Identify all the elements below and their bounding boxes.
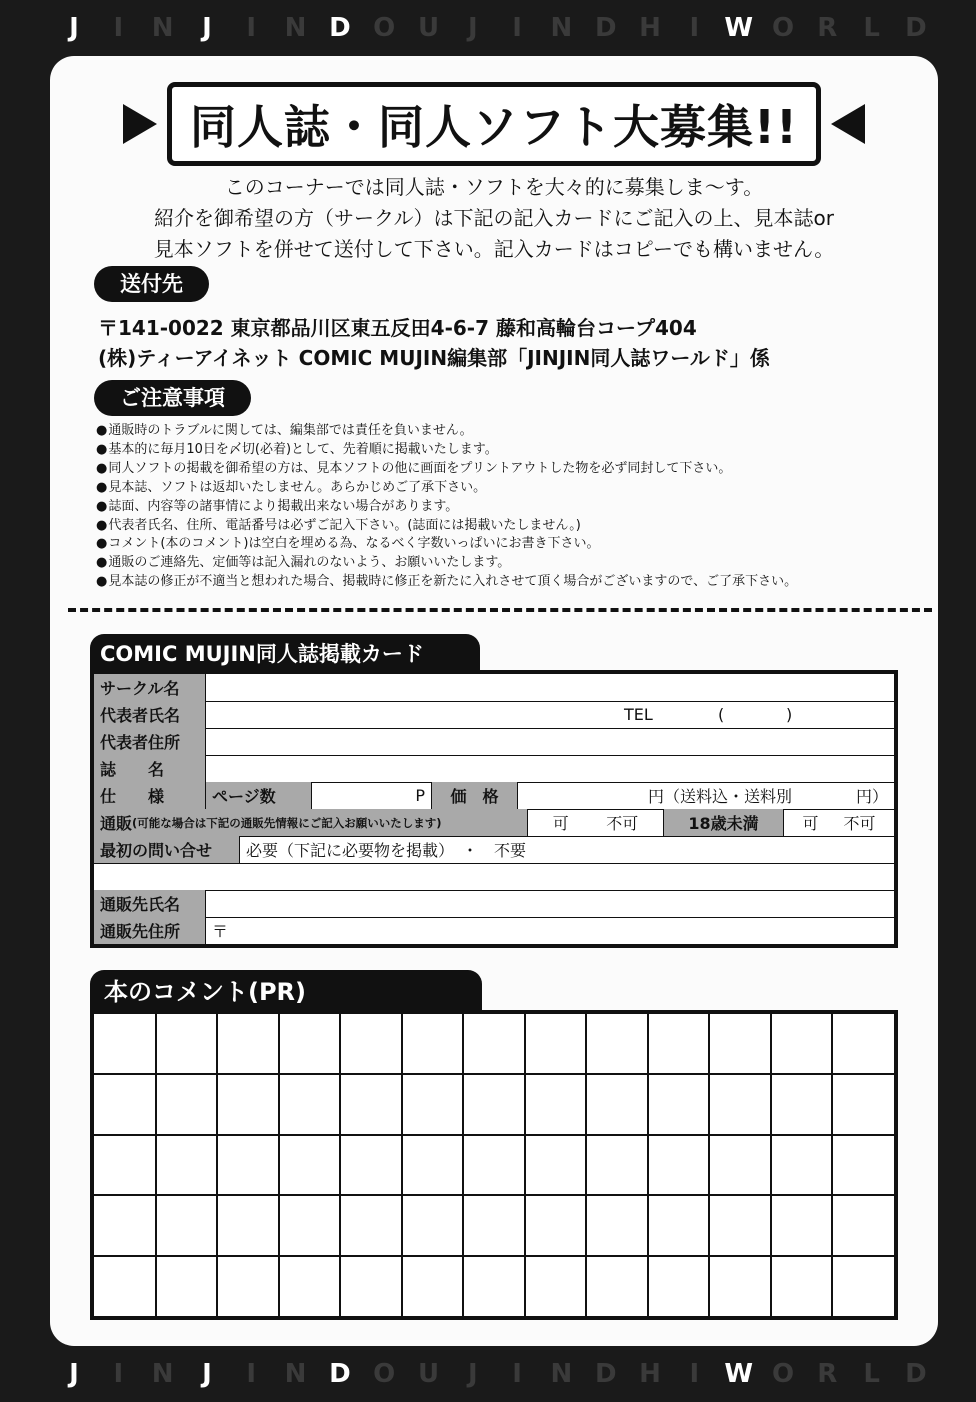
strip-letter: O (373, 1359, 396, 1389)
price-label: 価 格 (432, 782, 518, 809)
page-title: 同人誌・同人ソフト大募集!! (167, 82, 821, 166)
arrow-right-icon (123, 104, 157, 144)
mail-address-label: 通販先住所 (94, 917, 206, 944)
pages-unit: P (415, 786, 425, 805)
strip-letter: O (771, 13, 795, 43)
tel-paren-close: ) (786, 705, 793, 724)
pages-field[interactable] (312, 782, 432, 809)
strip-letter: D (905, 1359, 927, 1389)
strip-letter: D (329, 1359, 351, 1389)
first-contact-options[interactable]: 必要（下記に必要物を掲載） ・ 不要 (246, 841, 527, 860)
strip-letter: I (512, 1359, 522, 1389)
strip-letter: R (817, 1359, 838, 1389)
mail-order-choice[interactable] (528, 809, 664, 836)
strip-letter: I (512, 13, 522, 43)
address-line-1: 〒141-0022 東京都品川区東五反田4-6-7 藤和高輪台コープ404 (98, 316, 697, 340)
under18-not-possible[interactable]: 不可 (843, 814, 876, 833)
intro-line: 見本ソフトを併せて送付して下さい。記入カードはコピーでも構いません。 (153, 237, 835, 261)
rep-address-label: 代表者住所 (94, 728, 206, 755)
row-circle-name (94, 674, 894, 702)
row-book-name (94, 755, 894, 783)
row-first-contact (94, 836, 894, 864)
book-name-label: 誌 名 (94, 755, 206, 782)
first-contact-label: 最初の問い合せ (94, 836, 240, 863)
comment-grid[interactable] (90, 1010, 898, 1320)
strip-letter: N (284, 13, 307, 43)
strip-letter: J (467, 13, 478, 43)
strip-letter: U (417, 1359, 440, 1389)
note-item: ● 同人ソフトの掲載を御希望の方は、見本ソフトの他に画面をプリントアウトした物を必ず同封して下さい。 (96, 460, 916, 479)
under18-label: 18歳未満 (664, 809, 784, 836)
rep-name-label: 代表者氏名 (94, 701, 206, 728)
strip-letter: I (113, 1359, 124, 1389)
strip-letter: N (550, 1359, 573, 1389)
note-item: ● 誌面、内容等の諸事情により掲載出来ない場合があります。 (96, 498, 916, 517)
book-name-field[interactable] (206, 755, 894, 782)
strip-letter: J (69, 13, 79, 43)
note-item: ● コメント(本のコメント)は空白を埋める為、なるべく字数いっぱいにお書き下さい。 (96, 535, 916, 554)
intro-text (70, 172, 918, 265)
strip-letter: J (467, 1359, 478, 1389)
strip-letter: W (724, 1359, 754, 1389)
under18-choice[interactable] (784, 809, 894, 836)
tel-label: TEL (624, 705, 653, 724)
row-mail-order (94, 809, 894, 837)
strip-letter: I (689, 13, 700, 43)
strip-letter: H (639, 1359, 661, 1389)
strip-letter: I (689, 1359, 700, 1389)
strip-letter: I (113, 13, 124, 43)
row-mail-address (94, 917, 894, 944)
title-row (100, 86, 888, 162)
rep-address-field[interactable] (206, 728, 894, 755)
comment-tab: 本のコメント(PR) (90, 970, 482, 1014)
strip-letter: O (373, 13, 396, 43)
strip-letter: D (905, 13, 927, 43)
strip-letter: D (594, 13, 617, 43)
header-letter-strip (0, 0, 976, 56)
mail-order-note: (可能な場合は下記の通販先情報にご記入お願いいたします) (132, 815, 442, 830)
strip-letter: N (151, 13, 174, 43)
spec-label: 仕 様 (94, 782, 206, 809)
strip-letter: J (69, 1359, 79, 1389)
listing-card-form (90, 670, 898, 948)
comment-grid-lines (94, 1014, 894, 1316)
mail-order-title: 通販 (100, 814, 133, 833)
strip-letter: D (594, 1359, 617, 1389)
strip-letter: R (817, 13, 838, 43)
note-item: ● 見本誌の修正が不適当と想われた場合、掲載時に修正を新たに入れさせて頂く場合がございますので、ご了承下さい。 (96, 573, 916, 592)
strip-letter: D (329, 13, 351, 43)
note-item: ● 通販時のトラブルに関しては、編集部では責任を負いません。 (96, 422, 916, 441)
mail-name-label: 通販先氏名 (94, 890, 206, 917)
notes-label: ご注意事項 (94, 380, 251, 416)
strip-letter: N (550, 13, 573, 43)
cut-line (68, 608, 932, 612)
postal-mark: 〒 (212, 922, 229, 941)
strip-letter: L (863, 13, 880, 43)
address-line-2: (株)ティーアイネット COMIC MUJIN編集部「JINJIN同人誌ワールド」係 (98, 346, 770, 370)
circle-name-field[interactable] (206, 674, 894, 701)
price-field[interactable] (518, 782, 894, 809)
row-blank (94, 863, 894, 891)
strip-letter: W (724, 13, 754, 43)
strip-letter: J (202, 1359, 212, 1389)
intro-line: このコーナーでは同人誌・ソフトを大々的に募集しま〜す。 (224, 175, 764, 199)
send-to-label: 送付先 (94, 266, 209, 302)
mail-address-field[interactable] (206, 917, 894, 944)
intro-line: 紹介を御希望の方（サークル）は下記の記入カードにご記入の上、見本誌or (154, 206, 834, 230)
mail-order-not-possible[interactable]: 不可 (606, 814, 639, 833)
price-text: 円（送料込・送料別 円） (647, 787, 888, 806)
strip-letter: N (151, 1359, 174, 1389)
strip-letter: N (284, 1359, 307, 1389)
pages-label: ページ数 (206, 782, 312, 809)
arrow-left-icon (831, 104, 865, 144)
row-rep-name (94, 701, 894, 729)
row-rep-address (94, 728, 894, 756)
under18-possible[interactable]: 可 (802, 814, 819, 833)
strip-letter: U (417, 13, 440, 43)
circle-name-label: サークル名 (94, 674, 206, 701)
rep-name-field[interactable] (206, 701, 894, 728)
notes-list (96, 422, 916, 592)
blank-field[interactable] (94, 863, 894, 890)
note-item: ● 代表者氏名、住所、電話番号は必ずご記入下さい。(誌面には掲載いたしません。) (96, 517, 916, 536)
mail-order-possible[interactable]: 可 (552, 814, 569, 833)
strip-letter: J (202, 13, 212, 43)
submission-sheet (50, 56, 938, 1346)
strip-letter: H (639, 13, 661, 43)
note-item: ● 通販のご連絡先、定価等は記入漏れのないよう、お願いいたします。 (96, 554, 916, 573)
strip-letter: I (246, 1359, 257, 1389)
mail-name-field[interactable] (206, 890, 894, 917)
footer-letter-strip (0, 1346, 976, 1402)
row-mail-name (94, 890, 894, 918)
note-item: ● 基本的に毎月10日を〆切(必着)として、先着順に掲載いたします。 (96, 441, 916, 460)
strip-letter: L (863, 1359, 880, 1389)
card-tab: COMIC MUJIN同人誌掲載カード (90, 634, 480, 674)
note-item: ● 見本誌、ソフトは返却いたしません。あらかじめご了承下さい。 (96, 479, 916, 498)
strip-letter: O (771, 1359, 795, 1389)
mail-order-label (94, 809, 528, 836)
row-spec (94, 782, 894, 810)
tel-paren-open: ( (718, 705, 725, 724)
strip-letter: I (246, 13, 257, 43)
